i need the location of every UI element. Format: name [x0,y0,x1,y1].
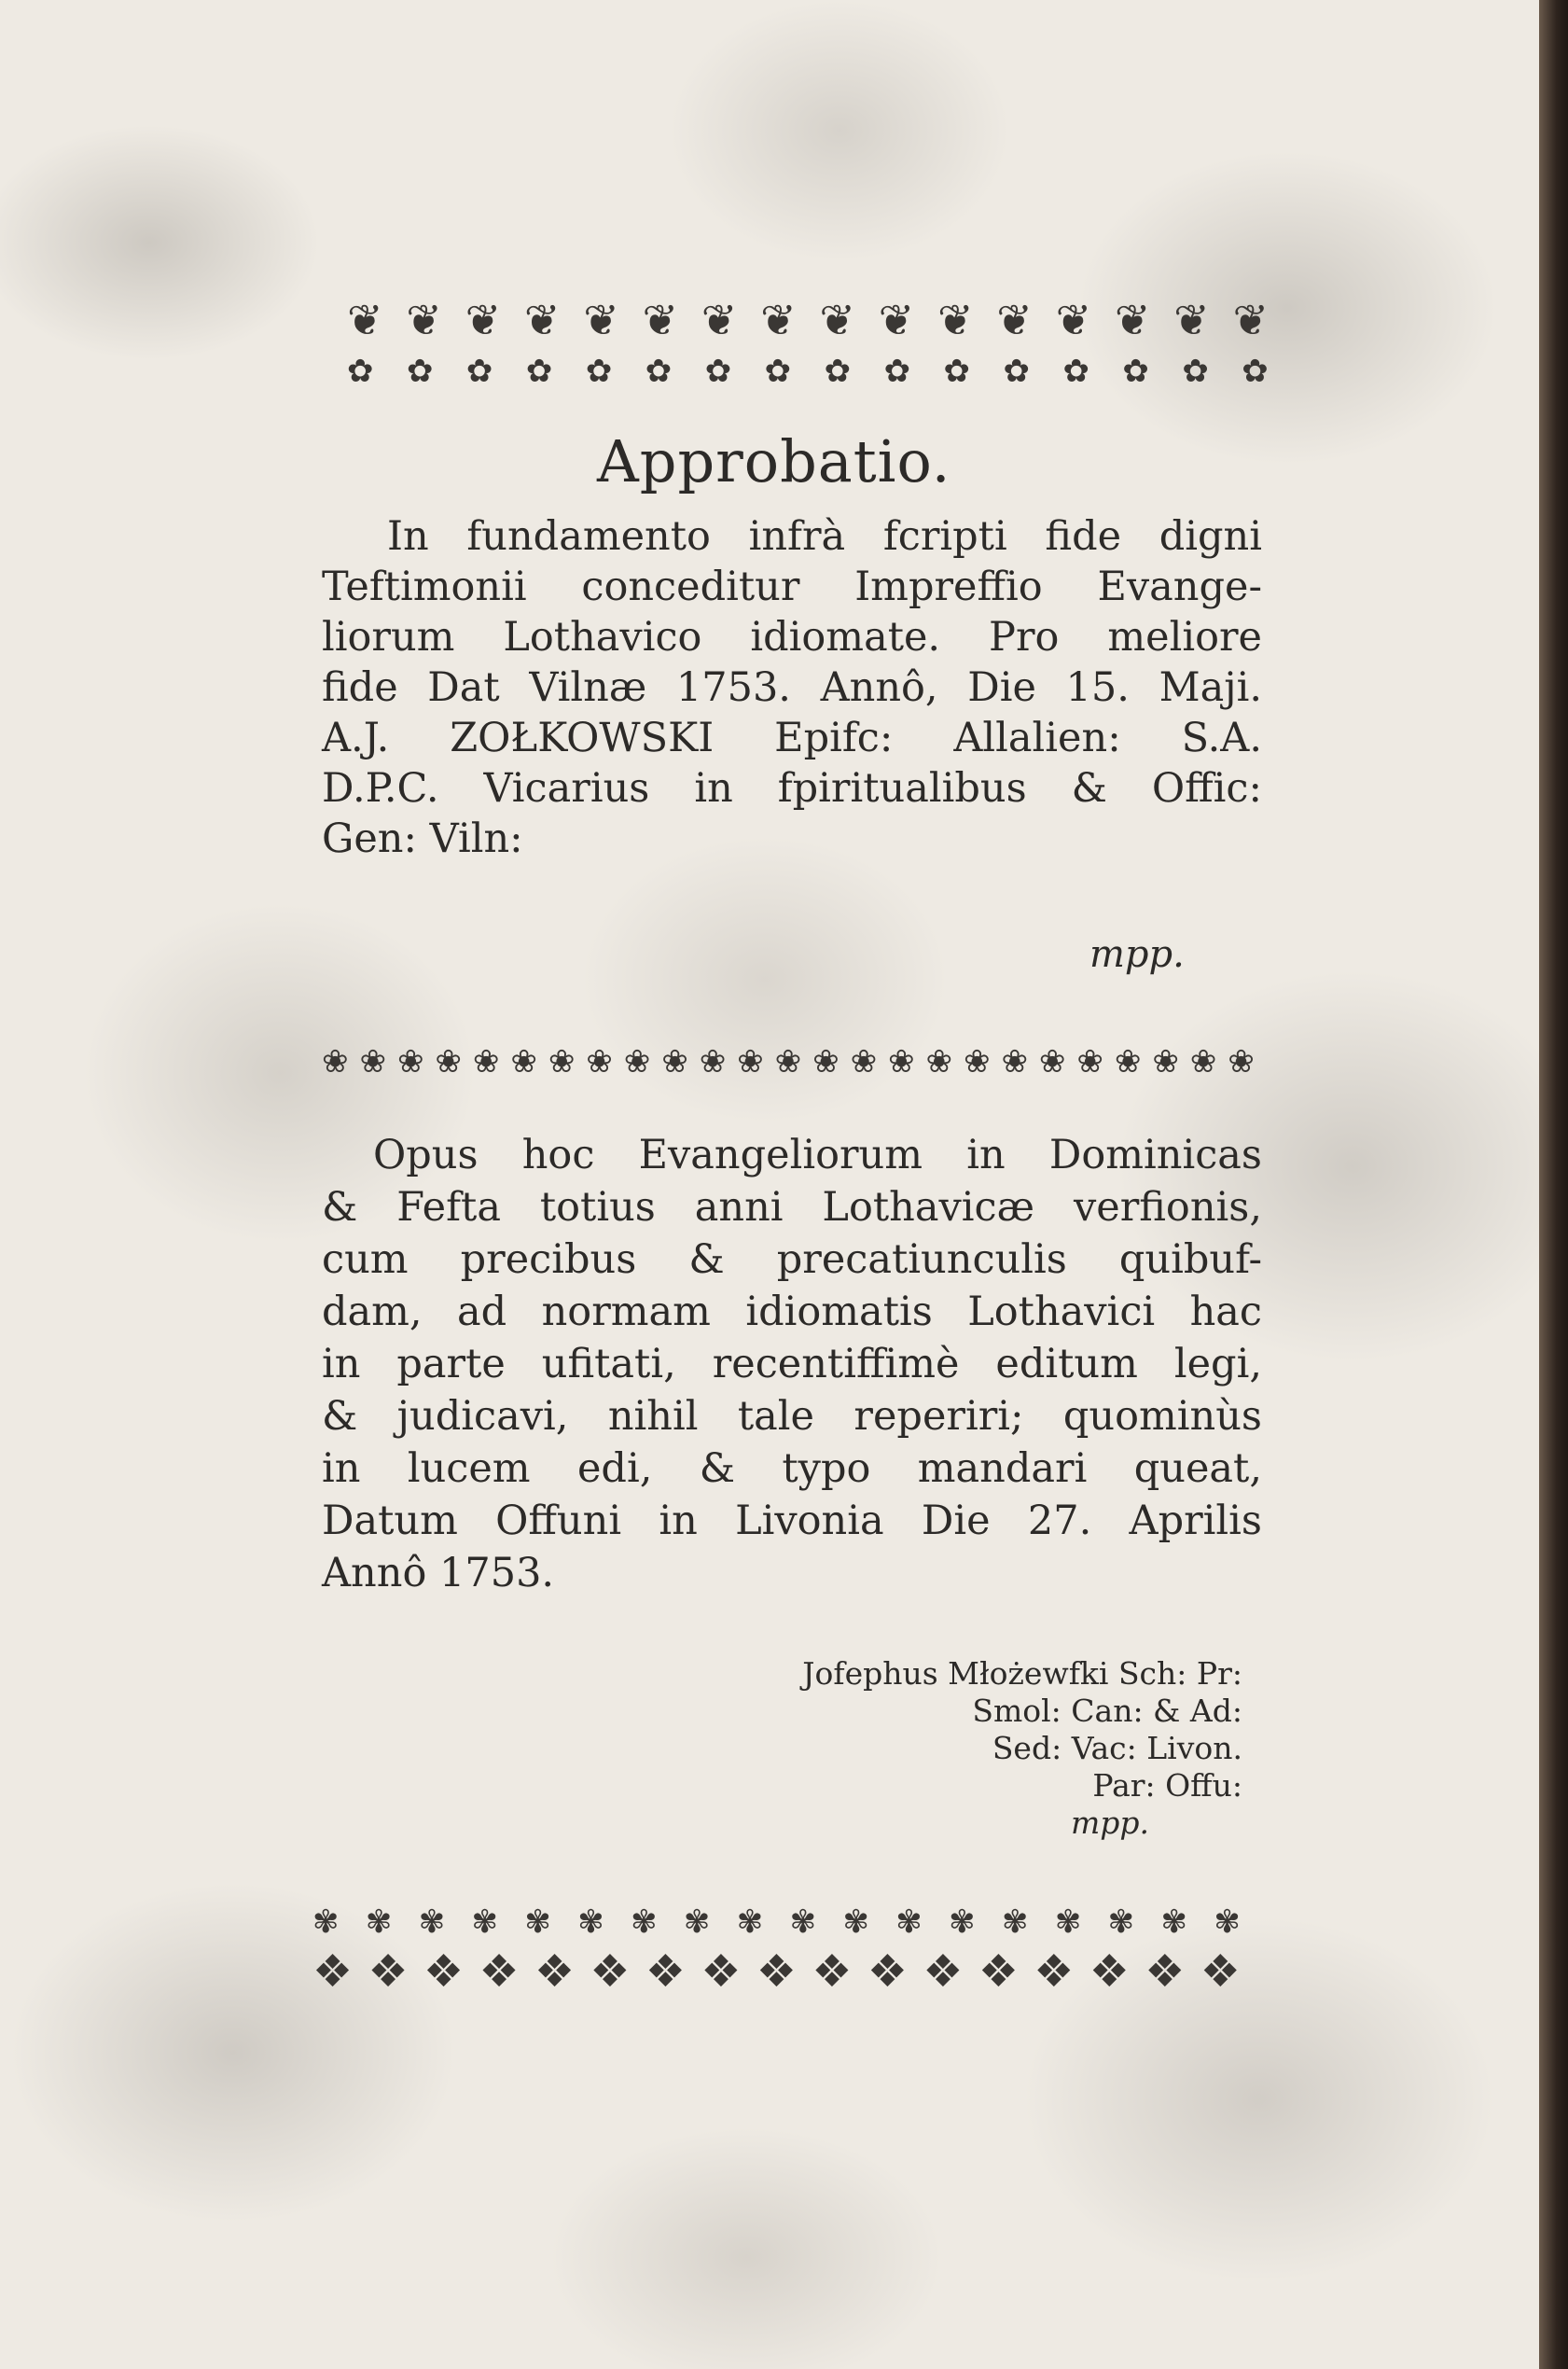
opus-line: & judicavi, nihil tale reperiri; quominùs [322,1393,1262,1440]
floral-fleuron-icon: ❀ [359,1043,386,1080]
knot-fleuron-icon: ✾ [312,1903,340,1941]
scroll-fleuron-icon: ✿ [406,353,434,390]
knot-fleuron-icon: ✾ [365,1903,393,1941]
scroll-fleuron-icon: ✿ [1122,353,1149,390]
opus-line: in lucem edi, & typo mandari queat, [322,1445,1262,1492]
ornamental-block-icon: ❖ [812,1945,853,1998]
opus-line: & Fefta totius anni Lothavicæ verfionis, [322,1184,1262,1231]
acanthus-fleuron-icon: ❦ [523,295,561,345]
ornamental-block-icon: ❖ [534,1945,575,1998]
floral-fleuron-icon: ❀ [699,1043,727,1080]
knot-fleuron-icon: ✾ [949,1903,976,1941]
acanthus-fleuron-icon: ❦ [701,295,738,345]
floral-fleuron-icon: ❀ [963,1043,991,1080]
fleuron-divider [322,1043,1255,1080]
approbatio-title: Approbatio. [597,427,951,495]
bottom-border-lower-row [312,1946,1241,1997]
floral-fleuron-icon: ❀ [1228,1043,1255,1080]
approbatio-line: liorum Lothavico idiomate. Pro meliore [322,614,1262,661]
scroll-fleuron-icon: ✿ [1062,353,1089,390]
signature-line: Sed: Vac: Livon. [992,1730,1242,1766]
opus-line: Datum Offuni in Livonia Die 27. Aprilis [322,1498,1262,1544]
knot-fleuron-icon: ✾ [631,1903,658,1941]
signature-line: Par: Offu: [1092,1767,1242,1804]
ornamental-block-icon: ❖ [701,1945,742,1998]
acanthus-fleuron-icon: ❦ [465,295,502,345]
floral-fleuron-icon: ❀ [1114,1043,1142,1080]
floral-fleuron-icon: ❀ [623,1043,651,1080]
top-border-lower-row [347,353,1269,390]
knot-fleuron-icon: ✾ [524,1903,551,1941]
approbatio-line: D.P.C. Vicarius in fpiritualibus & Offic: [322,765,1262,812]
ornamental-block-icon: ❖ [1145,1945,1186,1998]
signature-line: Jofephus Młożewfki Sch: Pr: [802,1655,1242,1692]
bottom-ornamental-border [312,1903,1241,1997]
floral-fleuron-icon: ❀ [888,1043,915,1080]
opus-line: Annô 1753. [322,1550,555,1596]
knot-fleuron-icon: ✾ [842,1903,869,1941]
approbatio-paragraph [322,511,1262,864]
scroll-fleuron-icon: ✿ [883,353,911,390]
scroll-fleuron-icon: ✿ [764,353,792,390]
acanthus-fleuron-icon: ❦ [347,295,383,345]
floral-fleuron-icon: ❀ [1038,1043,1066,1080]
acanthus-fleuron-icon: ❦ [1055,295,1092,345]
ornamental-block-icon: ❖ [923,1945,964,1998]
acanthus-fleuron-icon: ❦ [1114,295,1151,345]
ornamental-block-icon: ❖ [756,1945,797,1998]
ornamental-block-icon: ❖ [1089,1945,1130,1998]
floral-fleuron-icon: ❀ [510,1043,537,1080]
knot-fleuron-icon: ✾ [577,1903,604,1941]
acanthus-fleuron-icon: ❦ [819,295,855,345]
opus-line: Opus hoc Evangeliorum in Dominicas [373,1132,1262,1178]
acanthus-fleuron-icon: ❦ [996,295,1033,345]
ornamental-block-icon: ❖ [479,1945,520,1998]
knot-fleuron-icon: ✾ [1214,1903,1241,1941]
scroll-fleuron-icon: ✿ [525,353,553,390]
approbatio-line: In fundamento infrà fcripti fide digni [387,513,1262,560]
approbatio-line: fide Dat Vilnæ 1753. Annô, Die 15. Maji. [322,664,1262,711]
book-binding-edge [1539,0,1568,2369]
opus-paragraph [322,1129,1262,1599]
knot-fleuron-icon: ✾ [1054,1903,1082,1941]
ornamental-block-icon: ❖ [1034,1945,1075,1998]
scroll-fleuron-icon: ✿ [1003,353,1030,390]
floral-fleuron-icon: ❀ [322,1043,349,1080]
signature-block [672,1655,1242,1842]
knot-fleuron-icon: ✾ [789,1903,817,1941]
scroll-fleuron-icon: ✿ [1182,353,1209,390]
floral-fleuron-icon: ❀ [661,1043,688,1080]
floral-fleuron-icon: ❀ [850,1043,878,1080]
scroll-fleuron-icon: ✿ [585,353,613,390]
floral-fleuron-icon: ❀ [1076,1043,1103,1080]
acanthus-fleuron-icon: ❦ [406,295,442,345]
floral-fleuron-icon: ❀ [396,1043,424,1080]
approbatio-line: Gen: Viln: [322,815,523,862]
floral-fleuron-icon: ❀ [1189,1043,1217,1080]
ornamental-block-icon: ❖ [312,1945,354,1998]
scroll-fleuron-icon: ✿ [824,353,852,390]
acanthus-fleuron-icon: ❦ [1232,295,1269,345]
scroll-fleuron-icon: ✿ [347,353,374,390]
ornamental-block-icon: ❖ [368,1945,409,1998]
knot-fleuron-icon: ✾ [1001,1903,1029,1941]
scroll-fleuron-icon: ✿ [1242,353,1269,390]
floral-fleuron-icon: ❀ [812,1043,840,1080]
scroll-fleuron-icon: ✿ [943,353,971,390]
floral-fleuron-icon: ❀ [586,1043,613,1080]
knot-fleuron-icon: ✾ [895,1903,923,1941]
approbatio-line: A.J. ZOŁKOWSKI Epifc: Allalien: S.A. [322,715,1262,761]
approbatio-signature: mpp. [1089,933,1185,976]
scroll-fleuron-icon: ✿ [465,353,493,390]
opus-line: dam, ad normam idiomatis Lothavici hac [322,1289,1262,1335]
knot-fleuron-icon: ✾ [1107,1903,1135,1941]
knot-fleuron-icon: ✾ [683,1903,711,1941]
floral-fleuron-icon: ❀ [435,1043,462,1080]
ornamental-block-icon: ❖ [867,1945,908,1998]
floral-fleuron-icon: ❀ [1001,1043,1028,1080]
opus-line: in parte ufitati, recentiffimè editum legi, [322,1341,1262,1387]
knot-fleuron-icon: ✾ [736,1903,764,1941]
top-border-upper-row [347,297,1269,343]
knot-fleuron-icon: ✾ [418,1903,446,1941]
floral-fleuron-icon: ❀ [774,1043,802,1080]
acanthus-fleuron-icon: ❦ [937,295,974,345]
ornamental-block-icon: ❖ [1200,1945,1241,1998]
scroll-fleuron-icon: ✿ [704,353,732,390]
floral-fleuron-icon: ❀ [548,1043,576,1080]
approbatio-line: Teftimonii conceditur Impreffio Evange- [322,564,1262,610]
floral-fleuron-icon: ❀ [737,1043,764,1080]
signature-line: Smol: Can: & Ad: [972,1693,1242,1729]
ornamental-block-icon: ❖ [645,1945,686,1998]
ornamental-block-icon: ❖ [423,1945,464,1998]
scroll-fleuron-icon: ✿ [645,353,673,390]
bottom-border-upper-row [312,1903,1241,1941]
acanthus-fleuron-icon: ❦ [642,295,679,345]
floral-fleuron-icon: ❀ [1152,1043,1179,1080]
acanthus-fleuron-icon: ❦ [878,295,915,345]
floral-fleuron-icon: ❀ [472,1043,500,1080]
knot-fleuron-icon: ✾ [1160,1903,1187,1941]
ornamental-block-icon: ❖ [978,1945,1019,1998]
ornamental-block-icon: ❖ [590,1945,631,1998]
floral-fleuron-icon: ❀ [925,1043,952,1080]
acanthus-fleuron-icon: ❦ [1173,295,1210,345]
signature-line: mpp. [1070,1805,1149,1841]
acanthus-fleuron-icon: ❦ [760,295,797,345]
acanthus-fleuron-icon: ❦ [583,295,619,345]
knot-fleuron-icon: ✾ [471,1903,499,1941]
opus-line: cum precibus & precatiunculis quibuf- [322,1236,1262,1283]
top-ornamental-border [347,297,1269,390]
